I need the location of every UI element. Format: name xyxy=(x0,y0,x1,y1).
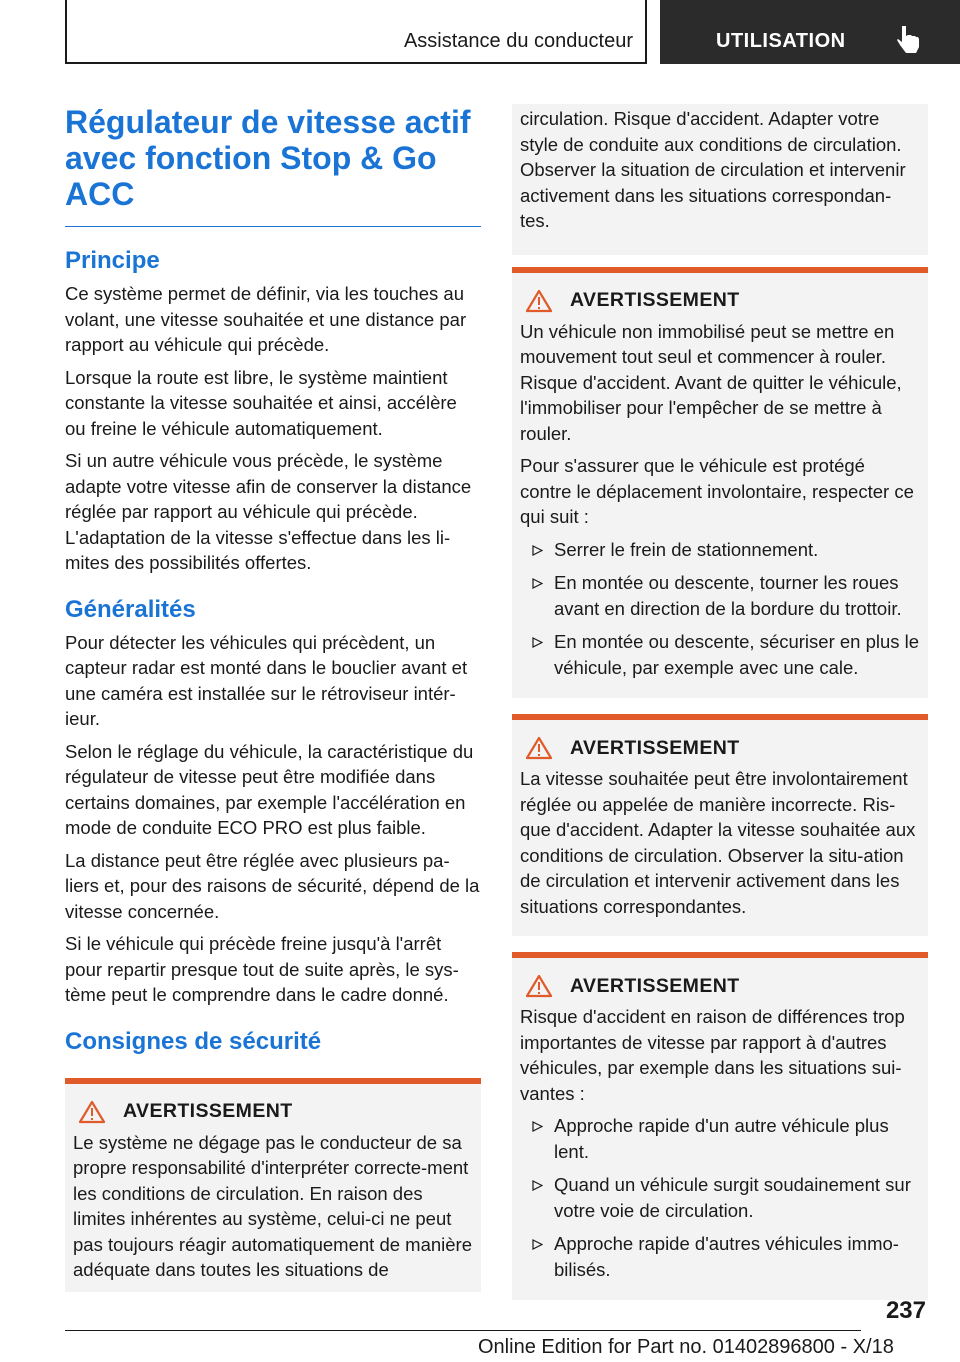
warning-label: AVERTISSEMENT xyxy=(123,1100,293,1122)
warning-text: Pour s'assurer que le véhicule est protégé contre le déplacement involontaire, respecter ce qui suit : xyxy=(520,455,914,527)
warning-continuation xyxy=(512,104,928,255)
warning-box xyxy=(512,952,928,1300)
header-section-title: Assistance du conducteur xyxy=(403,30,633,52)
list-item xyxy=(520,1113,920,1164)
paragraph: Si un autre véhicule vous précède, le système adapte votre vitesse afin de conserver la distance réglée par rapport au véhicule qui précède. L'adaptation de la vitesse s'effectue dans les li-mites des possibilités offertes. xyxy=(65,450,472,573)
list-item-text: En montée ou descente, sécuriser en plus le véhicule, par exemple avec une cale. xyxy=(554,631,920,678)
right-column xyxy=(512,104,928,1300)
warning-header xyxy=(520,289,920,313)
warning-list xyxy=(520,1113,920,1282)
list-item-text: En montée ou descente, tourner les roues avant en direction de la bordure du trottoir. xyxy=(554,572,902,619)
warning-triangle-icon xyxy=(526,736,552,760)
list-item xyxy=(520,537,920,563)
heading-principe: Principe xyxy=(65,247,160,274)
warning-header xyxy=(73,1100,473,1124)
paragraph: Pour détecter les véhicules qui précèdent, un capteur radar est monté dans le bouclier avant et une caméra est installée sur le rétroviseur intér-ieur. xyxy=(65,631,468,729)
warning-box xyxy=(65,1078,481,1292)
hand-pointer-icon xyxy=(896,24,920,54)
bullet-triangle-icon xyxy=(532,1121,543,1132)
page-number: 237 xyxy=(885,1297,926,1324)
paragraph: Si le véhicule qui précède freine jusqu'à l'arrêt pour repartir presque tout de suite après, le sys-tème peut le comprendre dans le cadre donné. xyxy=(65,933,459,1005)
warning-text: Risque d'accident en raison de différences trop importantes de vitesse par rapport à d'autres véhicules, par exemple dans les situations sui-vantes : xyxy=(520,1006,905,1104)
warning-text: Le système ne dégage pas le conducteur de sa propre responsabilité d'interpréter correcte-ment les conditions de circulation. En raison des limites inhérentes au système, celui-ci ne peut pas toujours réagir automatiquement de manière adéquate dans toutes les situations de xyxy=(73,1131,473,1280)
warning-list xyxy=(520,537,920,681)
warning-triangle-icon xyxy=(526,289,552,313)
paragraph: Lorsque la route est libre, le système maintient constante la vitesse souhaitée et ainsi, accélère ou freine le véhicule automatiquement. xyxy=(65,366,457,439)
warning-text: La vitesse souhaitée peut être involontairement réglée ou appelée de manière incorrecte. Ris-que d'accident. Adapter la vitesse souhaitée aux conditions de circulation. Observer la situ-ation de circulation et intervenir activement dans les situations correspondantes. xyxy=(520,768,916,917)
bullet-triangle-icon xyxy=(532,1180,543,1191)
paragraph: La distance peut être réglée avec plusieurs pa-liers et, pour des raisons de sécurité, dépend de la vitesse concernée. xyxy=(65,849,480,922)
list-item-text: Approche rapide d'un autre véhicule plus lent. xyxy=(554,1115,889,1162)
warning-text: circulation. Risque d'accident. Adapter votre style de conduite aux conditions de circulation. Observer la situation de circulation et intervenir activement dans les situations correspondan-tes. xyxy=(520,108,906,231)
warning-triangle-icon xyxy=(79,1100,105,1124)
warning-box xyxy=(512,267,928,699)
header-chapter-title: UTILISATION xyxy=(716,30,846,52)
list-item xyxy=(520,1231,920,1282)
list-item xyxy=(520,629,920,680)
warning-label: AVERTISSEMENT xyxy=(570,289,740,311)
heading-consignes: Consignes de sécurité xyxy=(65,1027,322,1055)
paragraph: Ce système permet de définir, via les touches au volant, une vitesse souhaitée et une distance par rapport au véhicule qui précède. xyxy=(65,283,467,355)
footer-edition: Online Edition for Part no. 01402896800 - X/18 xyxy=(478,1336,894,1358)
paragraph: Selon le réglage du véhicule, la caractéristique du régulateur de vitesse peut être modifiée dans certains domaines, par exemple l'accélération en mode de conduite ECO PRO est plus faible. xyxy=(65,740,474,838)
warning-triangle-icon xyxy=(526,974,552,998)
bullet-triangle-icon xyxy=(532,637,543,648)
bullet-triangle-icon xyxy=(532,578,543,589)
warning-box xyxy=(512,714,928,936)
footer-divider xyxy=(65,1330,861,1331)
page-title: Régulateur de vitesse actif avec fonction Stop & Go ACC xyxy=(65,104,481,227)
warning-label: AVERTISSEMENT xyxy=(570,736,740,759)
left-column xyxy=(65,104,481,1292)
warning-header xyxy=(520,736,920,760)
list-item-text: Approche rapide d'autres véhicules immo-bilisés. xyxy=(554,1233,899,1280)
bullet-triangle-icon xyxy=(532,545,543,556)
heading-generalites: Généralités xyxy=(65,595,196,623)
warning-text: Un véhicule non immobilisé peut se mettre en mouvement tout seul et commencer à rouler. Risque d'accident. Avant de quitter le véhicule, l'immobiliser pour l'empêcher de se mettre à rouler. xyxy=(520,320,902,444)
warning-header xyxy=(520,974,920,998)
warning-label: AVERTISSEMENT xyxy=(570,974,740,997)
list-item-text: Serrer le frein de stationnement. xyxy=(554,538,819,560)
list-item xyxy=(520,570,920,621)
header-section-box xyxy=(65,0,647,64)
bullet-triangle-icon xyxy=(532,1239,543,1250)
header-chapter-box xyxy=(660,0,960,64)
list-item xyxy=(520,1172,920,1223)
list-item-text: Quand un véhicule surgit soudainement sur votre voie de circulation. xyxy=(554,1174,911,1221)
